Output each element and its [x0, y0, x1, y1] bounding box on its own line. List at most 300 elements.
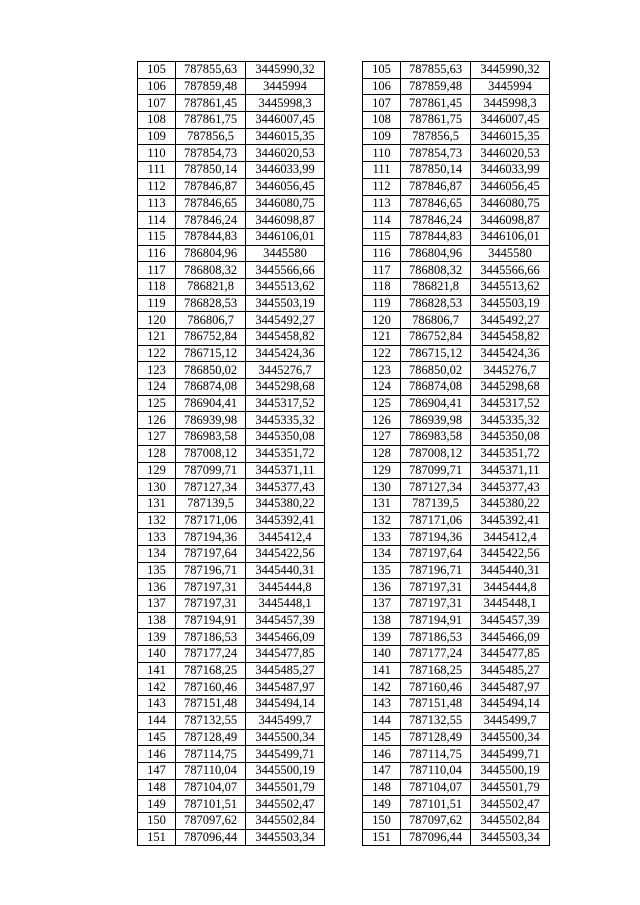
y-coordinate-cell: 3445380,22 — [471, 495, 550, 512]
table-row — [363, 596, 550, 613]
y-coordinate-cell: 3445580 — [471, 245, 550, 262]
point-number-cell: 136 — [138, 579, 176, 596]
x-coordinate-cell: 786828,53 — [401, 295, 471, 312]
point-number-cell: 121 — [363, 329, 401, 346]
x-coordinate-cell: 787197,64 — [401, 545, 471, 562]
table-row — [138, 379, 325, 396]
point-number-cell: 125 — [363, 395, 401, 412]
table-row — [363, 262, 550, 279]
x-coordinate-cell: 787128,49 — [176, 729, 246, 746]
x-coordinate-cell: 787846,24 — [401, 212, 471, 229]
table-row — [363, 278, 550, 295]
x-coordinate-cell: 787151,48 — [176, 696, 246, 713]
table-row — [138, 145, 325, 162]
table-row — [363, 629, 550, 646]
point-number-cell: 112 — [138, 178, 176, 195]
point-number-cell: 114 — [138, 212, 176, 229]
y-coordinate-cell: 3445990,32 — [246, 62, 325, 79]
y-coordinate-cell: 3445500,19 — [471, 762, 550, 779]
y-coordinate-cell: 3445492,27 — [471, 312, 550, 329]
x-coordinate-cell: 786752,84 — [401, 329, 471, 346]
table-row — [363, 562, 550, 579]
table-row — [363, 178, 550, 195]
y-coordinate-cell: 3445377,43 — [246, 479, 325, 496]
coordinates-table-right — [362, 61, 550, 846]
x-coordinate-cell: 787008,12 — [401, 445, 471, 462]
y-coordinate-cell: 3446106,01 — [471, 228, 550, 245]
table-row — [363, 712, 550, 729]
y-coordinate-cell: 3445466,09 — [246, 629, 325, 646]
y-coordinate-cell: 3446007,45 — [471, 112, 550, 129]
point-number-cell: 105 — [363, 62, 401, 79]
point-number-cell: 108 — [363, 112, 401, 129]
table-row — [138, 178, 325, 195]
x-coordinate-cell: 786821,8 — [176, 278, 246, 295]
table-row — [138, 679, 325, 696]
x-coordinate-cell: 787177,24 — [401, 646, 471, 663]
table-row — [138, 596, 325, 613]
x-coordinate-cell: 787171,06 — [176, 512, 246, 529]
table-row — [363, 729, 550, 746]
table-row — [138, 579, 325, 596]
y-coordinate-cell: 3445380,22 — [246, 495, 325, 512]
table-row — [363, 95, 550, 112]
y-coordinate-cell: 3445503,34 — [246, 829, 325, 846]
point-number-cell: 119 — [363, 295, 401, 312]
y-coordinate-cell: 3445317,52 — [471, 395, 550, 412]
point-number-cell: 144 — [138, 712, 176, 729]
x-coordinate-cell: 787127,34 — [176, 479, 246, 496]
x-coordinate-cell: 786715,12 — [176, 345, 246, 362]
point-number-cell: 150 — [363, 812, 401, 829]
table-row — [138, 562, 325, 579]
y-coordinate-cell: 3445502,47 — [471, 796, 550, 813]
y-coordinate-cell: 3446098,87 — [246, 212, 325, 229]
point-number-cell: 143 — [363, 696, 401, 713]
x-coordinate-cell: 786904,41 — [176, 395, 246, 412]
point-number-cell: 131 — [363, 495, 401, 512]
point-number-cell: 135 — [138, 562, 176, 579]
table-row — [138, 195, 325, 212]
table-row — [363, 162, 550, 179]
table-row — [363, 545, 550, 562]
point-number-cell: 131 — [138, 495, 176, 512]
table-row — [363, 412, 550, 429]
x-coordinate-cell: 787196,71 — [176, 562, 246, 579]
table-row — [363, 512, 550, 529]
point-number-cell: 129 — [363, 462, 401, 479]
y-coordinate-cell: 3445503,19 — [471, 295, 550, 312]
table-row — [138, 62, 325, 79]
y-coordinate-cell: 3445276,7 — [471, 362, 550, 379]
y-coordinate-cell: 3445485,27 — [246, 662, 325, 679]
point-number-cell: 137 — [138, 596, 176, 613]
y-coordinate-cell: 3446015,35 — [471, 128, 550, 145]
x-coordinate-cell: 787194,91 — [401, 612, 471, 629]
x-coordinate-cell: 787101,51 — [401, 796, 471, 813]
y-coordinate-cell: 3445335,32 — [246, 412, 325, 429]
point-number-cell: 126 — [138, 412, 176, 429]
x-coordinate-cell: 787850,14 — [401, 162, 471, 179]
table-row — [138, 495, 325, 512]
x-coordinate-cell: 787186,53 — [401, 629, 471, 646]
y-coordinate-cell: 3445424,36 — [471, 345, 550, 362]
y-coordinate-cell: 3445502,84 — [471, 812, 550, 829]
table-row — [363, 295, 550, 312]
point-number-cell: 147 — [363, 762, 401, 779]
y-coordinate-cell: 3446080,75 — [246, 195, 325, 212]
table-row — [363, 429, 550, 446]
point-number-cell: 121 — [138, 329, 176, 346]
x-coordinate-cell: 786983,58 — [401, 429, 471, 446]
y-coordinate-cell: 3446015,35 — [246, 128, 325, 145]
point-number-cell: 144 — [363, 712, 401, 729]
y-coordinate-cell: 3446098,87 — [471, 212, 550, 229]
point-number-cell: 117 — [138, 262, 176, 279]
table-row — [363, 696, 550, 713]
y-coordinate-cell: 3445492,27 — [246, 312, 325, 329]
table-row — [138, 412, 325, 429]
point-number-cell: 148 — [363, 779, 401, 796]
table-row — [363, 329, 550, 346]
y-coordinate-cell: 3445448,1 — [246, 596, 325, 613]
table-row — [363, 362, 550, 379]
x-coordinate-cell: 787859,48 — [401, 78, 471, 95]
table-row — [138, 278, 325, 295]
point-number-cell: 114 — [363, 212, 401, 229]
table-row — [138, 512, 325, 529]
y-coordinate-cell: 3445298,68 — [471, 379, 550, 396]
y-coordinate-cell: 3445448,1 — [471, 596, 550, 613]
point-number-cell: 141 — [363, 662, 401, 679]
y-coordinate-cell: 3445500,34 — [471, 729, 550, 746]
x-coordinate-cell: 787846,87 — [401, 178, 471, 195]
table-row — [363, 228, 550, 245]
point-number-cell: 125 — [138, 395, 176, 412]
x-coordinate-cell: 787114,75 — [401, 746, 471, 763]
y-coordinate-cell: 3445444,8 — [246, 579, 325, 596]
table-row — [138, 746, 325, 763]
table-row — [138, 829, 325, 846]
x-coordinate-cell: 787856,5 — [176, 128, 246, 145]
y-coordinate-cell: 3445502,47 — [246, 796, 325, 813]
x-coordinate-cell: 787194,36 — [176, 529, 246, 546]
table-row — [138, 312, 325, 329]
x-coordinate-cell: 786806,7 — [401, 312, 471, 329]
table-row — [363, 479, 550, 496]
y-coordinate-cell: 3445503,19 — [246, 295, 325, 312]
x-coordinate-cell: 787177,24 — [176, 646, 246, 663]
point-number-cell: 112 — [363, 178, 401, 195]
point-number-cell: 140 — [363, 646, 401, 663]
y-coordinate-cell: 3445350,08 — [246, 429, 325, 446]
table-row — [363, 812, 550, 829]
table-row — [138, 462, 325, 479]
point-number-cell: 109 — [138, 128, 176, 145]
table-row — [363, 762, 550, 779]
table-row — [138, 262, 325, 279]
point-number-cell: 120 — [138, 312, 176, 329]
point-number-cell: 147 — [138, 762, 176, 779]
x-coordinate-cell: 787859,48 — [176, 78, 246, 95]
y-coordinate-cell: 3445500,19 — [246, 762, 325, 779]
y-coordinate-cell: 3445422,56 — [471, 545, 550, 562]
y-coordinate-cell: 3445477,85 — [246, 646, 325, 663]
table-row — [138, 779, 325, 796]
point-number-cell: 137 — [363, 596, 401, 613]
coordinates-table-left — [137, 61, 325, 846]
x-coordinate-cell: 787128,49 — [401, 729, 471, 746]
table-row — [363, 128, 550, 145]
point-number-cell: 149 — [138, 796, 176, 813]
point-number-cell: 110 — [138, 145, 176, 162]
table-row — [138, 445, 325, 462]
table-row — [138, 629, 325, 646]
point-number-cell: 149 — [363, 796, 401, 813]
point-number-cell: 111 — [138, 162, 176, 179]
x-coordinate-cell: 786939,98 — [401, 412, 471, 429]
y-coordinate-cell: 3445317,52 — [246, 395, 325, 412]
y-coordinate-cell: 3445487,97 — [471, 679, 550, 696]
y-coordinate-cell: 3445499,71 — [471, 746, 550, 763]
x-coordinate-cell: 787846,65 — [401, 195, 471, 212]
x-coordinate-cell: 787132,55 — [176, 712, 246, 729]
y-coordinate-cell: 3445458,82 — [471, 329, 550, 346]
table-row — [138, 729, 325, 746]
table-row — [363, 212, 550, 229]
point-number-cell: 127 — [138, 429, 176, 446]
y-coordinate-cell: 3446080,75 — [471, 195, 550, 212]
table-row — [138, 112, 325, 129]
table-row — [138, 429, 325, 446]
point-number-cell: 123 — [138, 362, 176, 379]
point-number-cell: 130 — [138, 479, 176, 496]
y-coordinate-cell: 3445458,82 — [246, 329, 325, 346]
y-coordinate-cell: 3445990,32 — [471, 62, 550, 79]
point-number-cell: 133 — [363, 529, 401, 546]
table-row — [138, 395, 325, 412]
x-coordinate-cell: 787197,31 — [401, 579, 471, 596]
point-number-cell: 146 — [138, 746, 176, 763]
table-row — [138, 78, 325, 95]
point-number-cell: 108 — [138, 112, 176, 129]
point-number-cell: 146 — [363, 746, 401, 763]
y-coordinate-cell: 3445392,41 — [246, 512, 325, 529]
point-number-cell: 116 — [138, 245, 176, 262]
point-number-cell: 115 — [138, 228, 176, 245]
x-coordinate-cell: 787097,62 — [401, 812, 471, 829]
point-number-cell: 136 — [363, 579, 401, 596]
y-coordinate-cell: 3445494,14 — [246, 696, 325, 713]
x-coordinate-cell: 787861,75 — [176, 112, 246, 129]
table-row — [138, 295, 325, 312]
point-number-cell: 110 — [363, 145, 401, 162]
point-number-cell: 142 — [363, 679, 401, 696]
table-row — [138, 696, 325, 713]
x-coordinate-cell: 787186,53 — [176, 629, 246, 646]
point-number-cell: 111 — [363, 162, 401, 179]
y-coordinate-cell: 3445276,7 — [246, 362, 325, 379]
x-coordinate-cell: 787099,71 — [401, 462, 471, 479]
point-number-cell: 107 — [363, 95, 401, 112]
table-row — [363, 829, 550, 846]
table-row — [138, 762, 325, 779]
y-coordinate-cell: 3445477,85 — [471, 646, 550, 663]
table-row — [363, 529, 550, 546]
table-row — [138, 128, 325, 145]
y-coordinate-cell: 3445499,7 — [471, 712, 550, 729]
point-number-cell: 116 — [363, 245, 401, 262]
y-coordinate-cell: 3446020,53 — [246, 145, 325, 162]
x-coordinate-cell: 787846,24 — [176, 212, 246, 229]
point-number-cell: 151 — [138, 829, 176, 846]
x-coordinate-cell: 787844,83 — [401, 228, 471, 245]
point-number-cell: 124 — [138, 379, 176, 396]
y-coordinate-cell: 3445444,8 — [471, 579, 550, 596]
point-number-cell: 129 — [138, 462, 176, 479]
table-row — [363, 78, 550, 95]
point-number-cell: 126 — [363, 412, 401, 429]
table-row — [138, 529, 325, 546]
y-coordinate-cell: 3445422,56 — [246, 545, 325, 562]
y-coordinate-cell: 3445994 — [246, 78, 325, 95]
x-coordinate-cell: 786904,41 — [401, 395, 471, 412]
table-row — [363, 679, 550, 696]
y-coordinate-cell: 3445371,11 — [246, 462, 325, 479]
table-row — [363, 312, 550, 329]
table-row — [363, 379, 550, 396]
x-coordinate-cell: 786939,98 — [176, 412, 246, 429]
table-row — [363, 395, 550, 412]
point-number-cell: 123 — [363, 362, 401, 379]
x-coordinate-cell: 787099,71 — [176, 462, 246, 479]
table-row — [363, 579, 550, 596]
x-coordinate-cell: 787101,51 — [176, 796, 246, 813]
x-coordinate-cell: 787846,87 — [176, 178, 246, 195]
x-coordinate-cell: 787110,04 — [401, 762, 471, 779]
x-coordinate-cell: 786821,8 — [401, 278, 471, 295]
x-coordinate-cell: 786850,02 — [176, 362, 246, 379]
table-row — [138, 646, 325, 663]
point-number-cell: 139 — [138, 629, 176, 646]
table-row — [138, 329, 325, 346]
y-coordinate-cell: 3445412,4 — [246, 529, 325, 546]
x-coordinate-cell: 786752,84 — [176, 329, 246, 346]
point-number-cell: 133 — [138, 529, 176, 546]
x-coordinate-cell: 787194,36 — [401, 529, 471, 546]
x-coordinate-cell: 786874,08 — [401, 379, 471, 396]
point-number-cell: 128 — [138, 445, 176, 462]
x-coordinate-cell: 786850,02 — [401, 362, 471, 379]
y-coordinate-cell: 3445351,72 — [246, 445, 325, 462]
y-coordinate-cell: 3445994 — [471, 78, 550, 95]
point-number-cell: 122 — [363, 345, 401, 362]
point-number-cell: 138 — [138, 612, 176, 629]
table-row — [363, 662, 550, 679]
point-number-cell: 132 — [363, 512, 401, 529]
y-coordinate-cell: 3446056,45 — [246, 178, 325, 195]
y-coordinate-cell: 3445424,36 — [246, 345, 325, 362]
y-coordinate-cell: 3445494,14 — [471, 696, 550, 713]
y-coordinate-cell: 3445501,79 — [471, 779, 550, 796]
x-coordinate-cell: 787151,48 — [401, 696, 471, 713]
y-coordinate-cell: 3445440,31 — [246, 562, 325, 579]
y-coordinate-cell: 3445377,43 — [471, 479, 550, 496]
point-number-cell: 122 — [138, 345, 176, 362]
y-coordinate-cell: 3445998,3 — [246, 95, 325, 112]
x-coordinate-cell: 786715,12 — [401, 345, 471, 362]
y-coordinate-cell: 3445503,34 — [471, 829, 550, 846]
x-coordinate-cell: 787008,12 — [176, 445, 246, 462]
x-coordinate-cell: 787104,07 — [176, 779, 246, 796]
x-coordinate-cell: 787096,44 — [176, 829, 246, 846]
y-coordinate-cell: 3446033,99 — [471, 162, 550, 179]
x-coordinate-cell: 787104,07 — [401, 779, 471, 796]
table-row — [138, 796, 325, 813]
x-coordinate-cell: 787139,5 — [401, 495, 471, 512]
point-number-cell: 107 — [138, 95, 176, 112]
table-row — [138, 245, 325, 262]
y-coordinate-cell: 3445457,39 — [471, 612, 550, 629]
y-coordinate-cell: 3445466,09 — [471, 629, 550, 646]
table-row — [363, 245, 550, 262]
table-row — [363, 345, 550, 362]
point-number-cell: 132 — [138, 512, 176, 529]
x-coordinate-cell: 787861,45 — [176, 95, 246, 112]
point-number-cell: 124 — [363, 379, 401, 396]
table-row — [363, 796, 550, 813]
x-coordinate-cell: 787127,34 — [401, 479, 471, 496]
y-coordinate-cell: 3445499,71 — [246, 746, 325, 763]
y-coordinate-cell: 3445485,27 — [471, 662, 550, 679]
x-coordinate-cell: 786806,7 — [176, 312, 246, 329]
y-coordinate-cell: 3445501,79 — [246, 779, 325, 796]
table-row — [363, 62, 550, 79]
table-row — [138, 662, 325, 679]
table-row — [363, 779, 550, 796]
point-number-cell: 117 — [363, 262, 401, 279]
point-number-cell: 127 — [363, 429, 401, 446]
point-number-cell: 143 — [138, 696, 176, 713]
x-coordinate-cell: 787844,83 — [176, 228, 246, 245]
point-number-cell: 109 — [363, 128, 401, 145]
point-number-cell: 151 — [363, 829, 401, 846]
point-number-cell: 106 — [138, 78, 176, 95]
x-coordinate-cell: 787097,62 — [176, 812, 246, 829]
table-row — [363, 612, 550, 629]
x-coordinate-cell: 787168,25 — [401, 662, 471, 679]
table-row — [363, 462, 550, 479]
x-coordinate-cell: 787196,71 — [401, 562, 471, 579]
table-row — [363, 145, 550, 162]
point-number-cell: 134 — [363, 545, 401, 562]
y-coordinate-cell: 3445412,4 — [471, 529, 550, 546]
table-row — [363, 195, 550, 212]
x-coordinate-cell: 787197,31 — [401, 596, 471, 613]
point-number-cell: 130 — [363, 479, 401, 496]
x-coordinate-cell: 787861,75 — [401, 112, 471, 129]
table-row — [363, 112, 550, 129]
table-row — [138, 228, 325, 245]
x-coordinate-cell: 787854,73 — [401, 145, 471, 162]
point-number-cell: 113 — [138, 195, 176, 212]
x-coordinate-cell: 786808,32 — [176, 262, 246, 279]
y-coordinate-cell: 3445513,62 — [246, 278, 325, 295]
y-coordinate-cell: 3445392,41 — [471, 512, 550, 529]
y-coordinate-cell: 3446106,01 — [246, 228, 325, 245]
x-coordinate-cell: 787197,31 — [176, 579, 246, 596]
y-coordinate-cell: 3445335,32 — [471, 412, 550, 429]
